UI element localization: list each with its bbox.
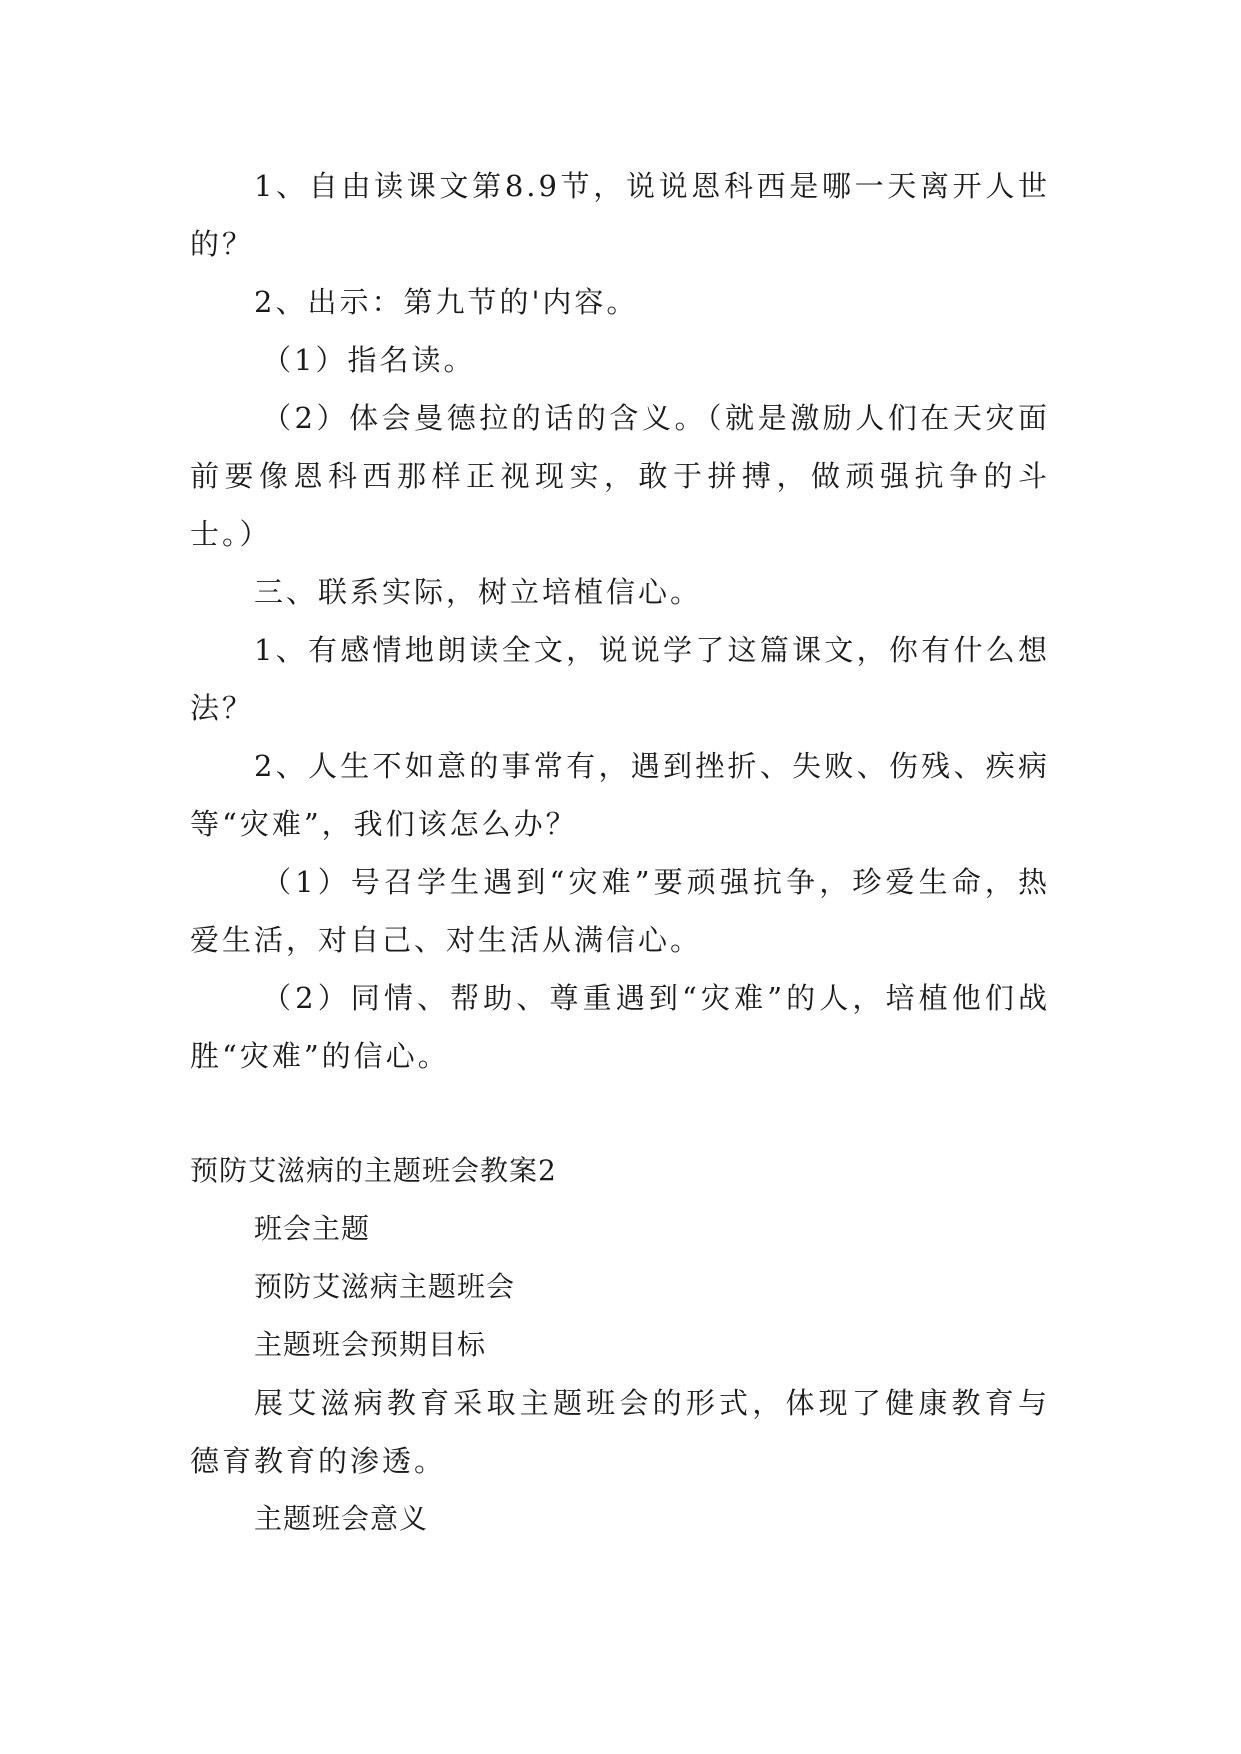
lesson-part2 <box>190 1142 1050 1548</box>
line-significance-label: 主题班会意义 <box>254 1502 429 1535</box>
paragraph-read-section: 1、自由读课文第8.9节，说说恩科西是哪一天离开人世的？ <box>190 169 1050 261</box>
paragraph-disaster-question: 2、人生不如意的事常有，遇到挫折、失败、伤残、疾病等“灾难”，我们该怎么办？ <box>190 749 1050 841</box>
paragraph-section-three: 三、联系实际，树立培植信心。 <box>254 575 703 609</box>
paragraph-sympathy: （2）同情、帮助、尊重遇到“灾难”的人，培植他们战胜“灾难”的信心。 <box>190 981 1050 1073</box>
paragraph-read-aloud: 1、有感情地朗读全文，说说学了这篇课文，你有什么想法？ <box>190 633 1050 725</box>
paragraph-goals: 展艾滋病教育采取主题班会的形式，体现了健康教育与德育教育的渗透。 <box>190 1386 1050 1478</box>
lesson-heading: 预防艾滋病的主题班会教案2 <box>190 1154 557 1187</box>
line-class-theme: 预防艾滋病主题班会 <box>254 1270 516 1303</box>
line-class-theme-label: 班会主题 <box>254 1212 371 1245</box>
paragraph-call-students: （1）号召学生遇到“灾难”要顽强抗争，珍爱生命，热爱生活，对自己、对生活从满信心。 <box>190 865 1050 957</box>
lesson-part1 <box>190 157 1050 1085</box>
paragraph-named-reading: （1）指名读。 <box>262 343 476 377</box>
paragraph-mandela-meaning: （2）体会曼德拉的话的含义。（就是激励人们在天灾面前要像恩科西那样正视现实，敢于拼搏，做顽强抗争的斗士。） <box>190 401 1050 551</box>
line-goals-label: 主题班会预期目标 <box>254 1328 487 1361</box>
paragraph-show-section: 2、出示：第九节的'内容。 <box>254 285 639 319</box>
